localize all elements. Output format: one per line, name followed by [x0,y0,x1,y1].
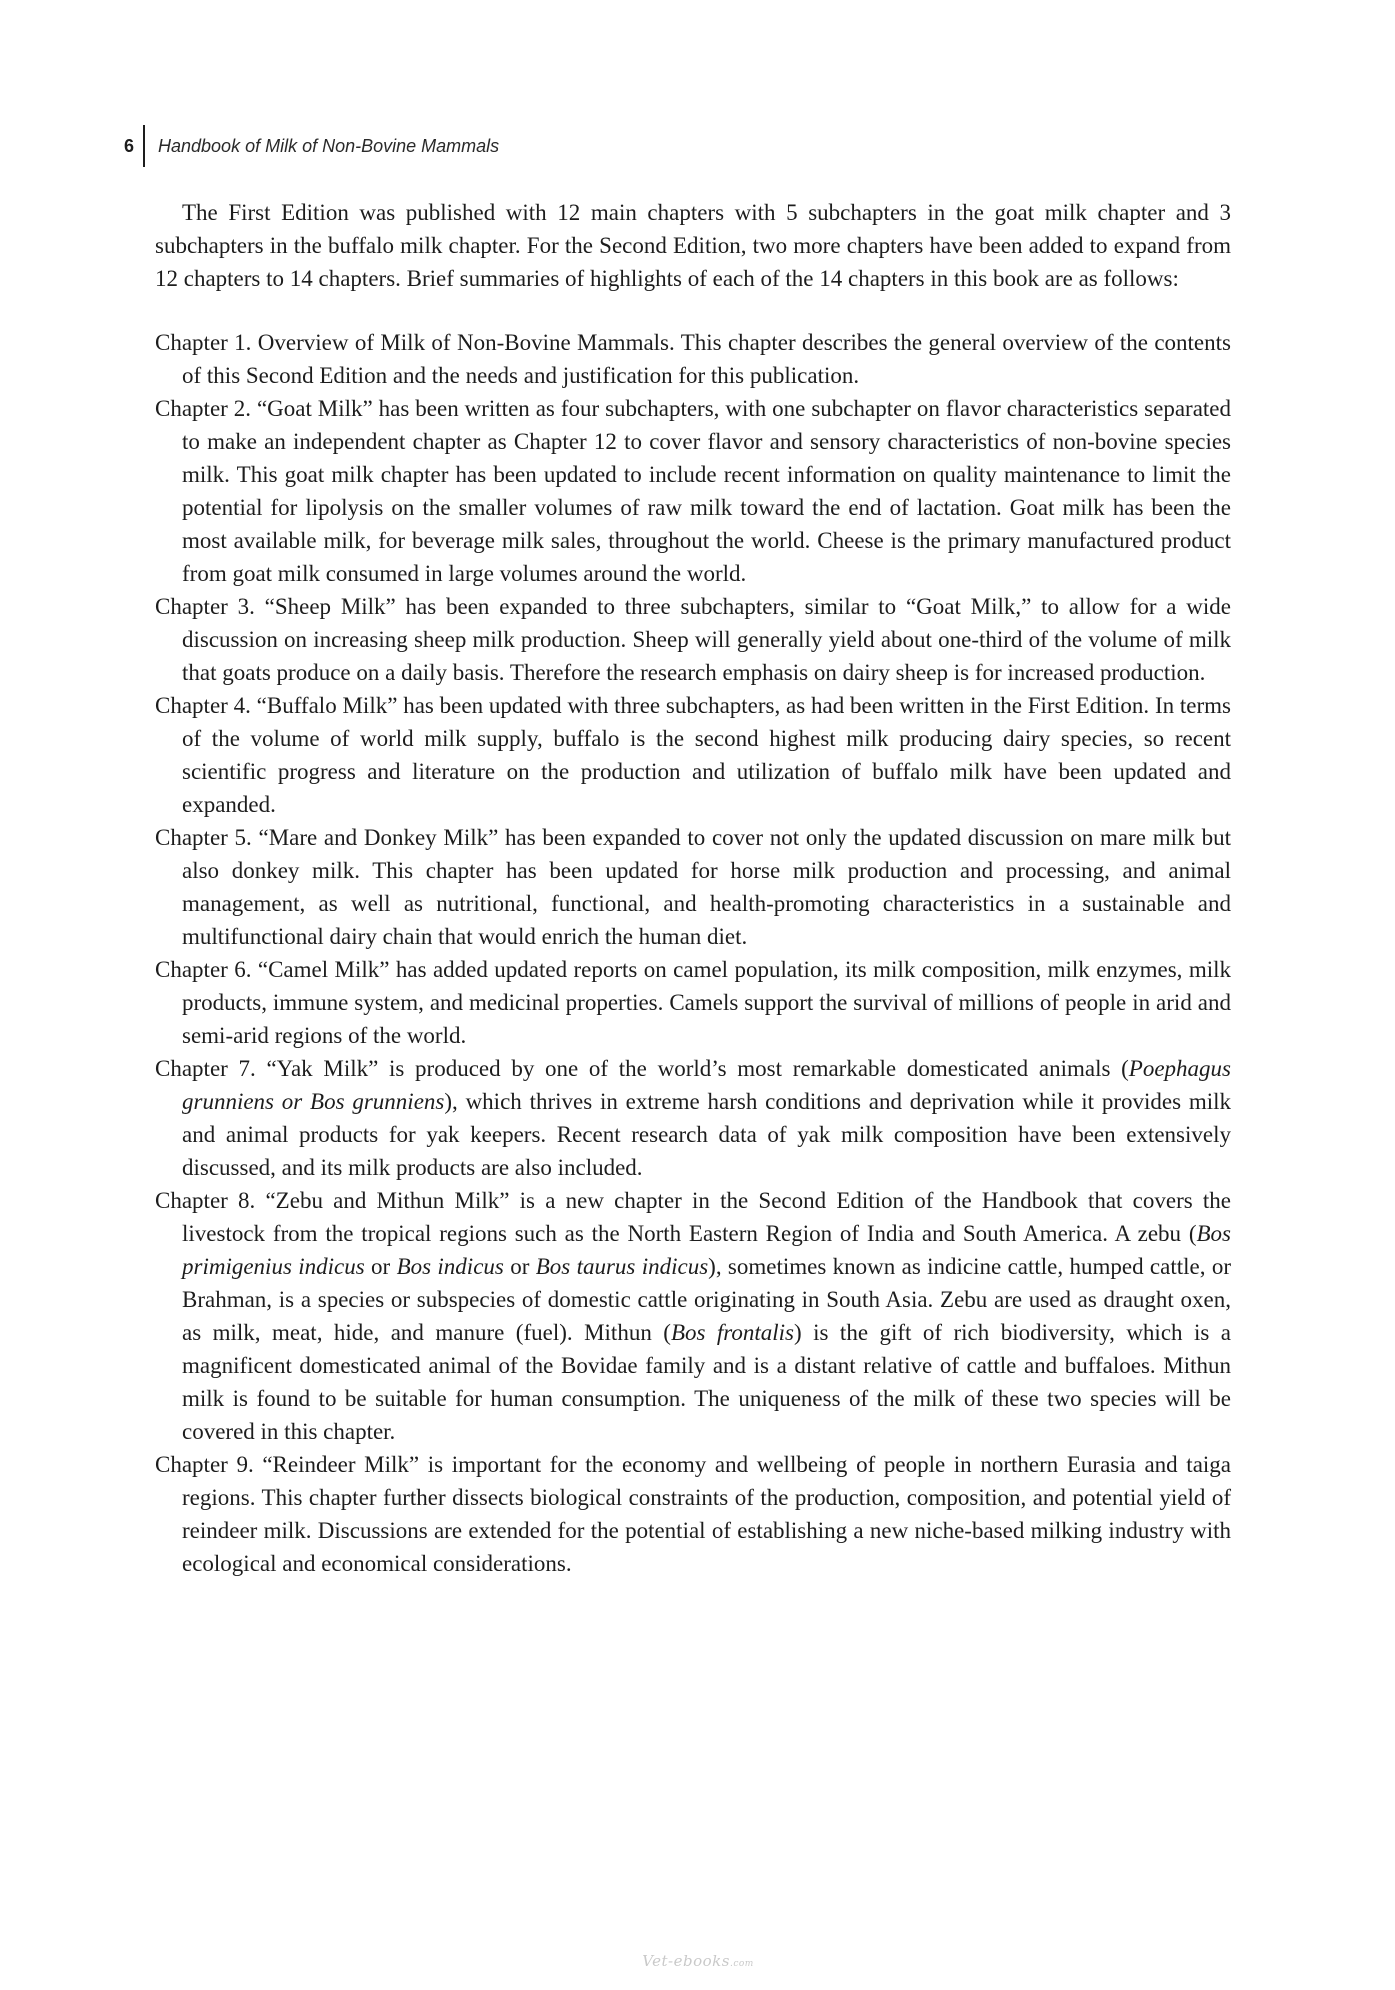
chapter-summary: Chapter 3. “Sheep Milk” has been expanded to three subchapters, similar to “Goat Milk,” to allow for a wide discussion on increasing sheep milk production. Sheep will generally yield about one-third of the volume of milk that goats produce on a daily basis. Therefore the research emphasis on dairy sheep is for increased production. [155,594,1231,685]
chapter-summary: Chapter 1. Overview of Milk of Non-Bovine Mammals. This chapter describes the general overview of the contents of this Second Edition and the needs and justification for this publication. [155,330,1231,388]
chapter-summary: Chapter 2. “Goat Milk” has been written as four subchapters, with one subchapter on flavor characteristics separated to make an independent chapter as Chapter 12 to cover flavor and sensory characteristics of non-bovine species milk. This goat milk chapter has been updated to include recent information on quality maintenance to limit the potential for lipolysis on the smaller volumes of raw milk toward the end of lactation. Goat milk has been the most available milk, for beverage milk sales, throughout the world. Cheese is the primary manufactured product from goat milk consumed in large volumes around the world. [155,396,1231,586]
chapter-summary [155,1052,1231,1184]
species-name: Bos primigenius indicus [182,1221,1231,1279]
watermark-suffix: .com [729,1959,754,1969]
summary-text: Chapter 8. “Zebu and Mithun Milk” is a new chapter in the Second Edition of the Handbook that covers the livestock from the tropical regions such as the North Eastern Region of India and South America. A zebu ( [155,1188,1231,1246]
header-divider [143,125,145,167]
chapter-summary-list [155,326,1231,1580]
page-header [118,128,499,164]
chapter-summary: Chapter 4. “Buffalo Milk” has been updated with three subchapters, as had been written in the First Edition. In terms of the volume of world milk supply, buffalo is the second highest milk producing dairy species, so recent scientific progress and literature on the production and utilization of buffalo milk have been updated and expanded. [155,693,1231,817]
summary-text: or [364,1254,397,1279]
summary-text: ) is the gift of rich biodiversity, which is a magnificent domesticated animal of the Bovidae family and is a distant relative of cattle and buffaloes. Mithun milk is found to be suitable for human consumption. The uniqueness of the milk of these two species will be covered in this chapter. [182,1320,1231,1444]
species-name: Bos frontalis [670,1320,795,1345]
summary-text: Chapter 7. “Yak Milk” is produced by one of the world’s most remarkable domesticated animals ( [155,1056,1129,1081]
watermark-text: Vet-ebooks [642,1952,730,1970]
intro-paragraph: The First Edition was published with 12 main chapters with 5 subchapters in the goat milk chapter and 3 subchapters in the buffalo milk chapter. For the Second Edition, two more chapters have been added to expand from 12 chapters to 14 chapters. Brief summaries of highlights of each of the 14 chapters in this book are as follows: [155,200,1231,291]
summary-text: ), sometimes known as indicine cattle, humped cattle, or Brahman, is a species or subspecies of domestic cattle originating in South Asia. Zebu are used as draught oxen, as milk, meat, hide, and manure (fuel). Mithun ( [182,1254,1231,1345]
species-name: Poephagus grunniens or Bos grunniens [182,1056,1231,1114]
chapter-summary: Chapter 6. “Camel Milk” has added updated reports on camel population, its milk composition, milk enzymes, milk products, immune system, and medicinal properties. Camels support the survival of millions of people in arid and semi-arid regions of the world. [155,957,1231,1048]
running-title: Handbook of Milk of Non-Bovine Mammals [158,135,500,156]
chapter-summary: Chapter 5. “Mare and Donkey Milk” has been expanded to cover not only the updated discussion on mare milk but also donkey milk. This chapter has been updated for horse milk production and processing, and animal management, as well as nutritional, functional, and health-promoting characteristics in a sustainable and multifunctional dairy chain that would enrich the human diet. [155,825,1231,949]
chapter-summary [155,1184,1231,1448]
summary-text: ), which thrives in extreme harsh conditions and deprivation while it provides milk and animal products for yak keepers. Recent research data of yak milk composition have been extensively discussed, and its milk products are also included. [182,1089,1231,1180]
species-name: Bos taurus indicus [535,1254,709,1279]
species-name: Bos indicus [396,1254,504,1279]
body-text [155,196,1231,1580]
watermark-logo [628,1952,768,1970]
summary-text: or [503,1254,536,1279]
chapter-summary: Chapter 9. “Reindeer Milk” is important for the economy and wellbeing of people in northern Eurasia and taiga regions. This chapter further dissects biological constraints of the production, composition, and potential yield of reindeer milk. Discussions are extended for the potential of establishing a new niche-based milking industry with ecological and economical considerations. [155,1452,1231,1576]
page-number: 6 [123,135,134,156]
